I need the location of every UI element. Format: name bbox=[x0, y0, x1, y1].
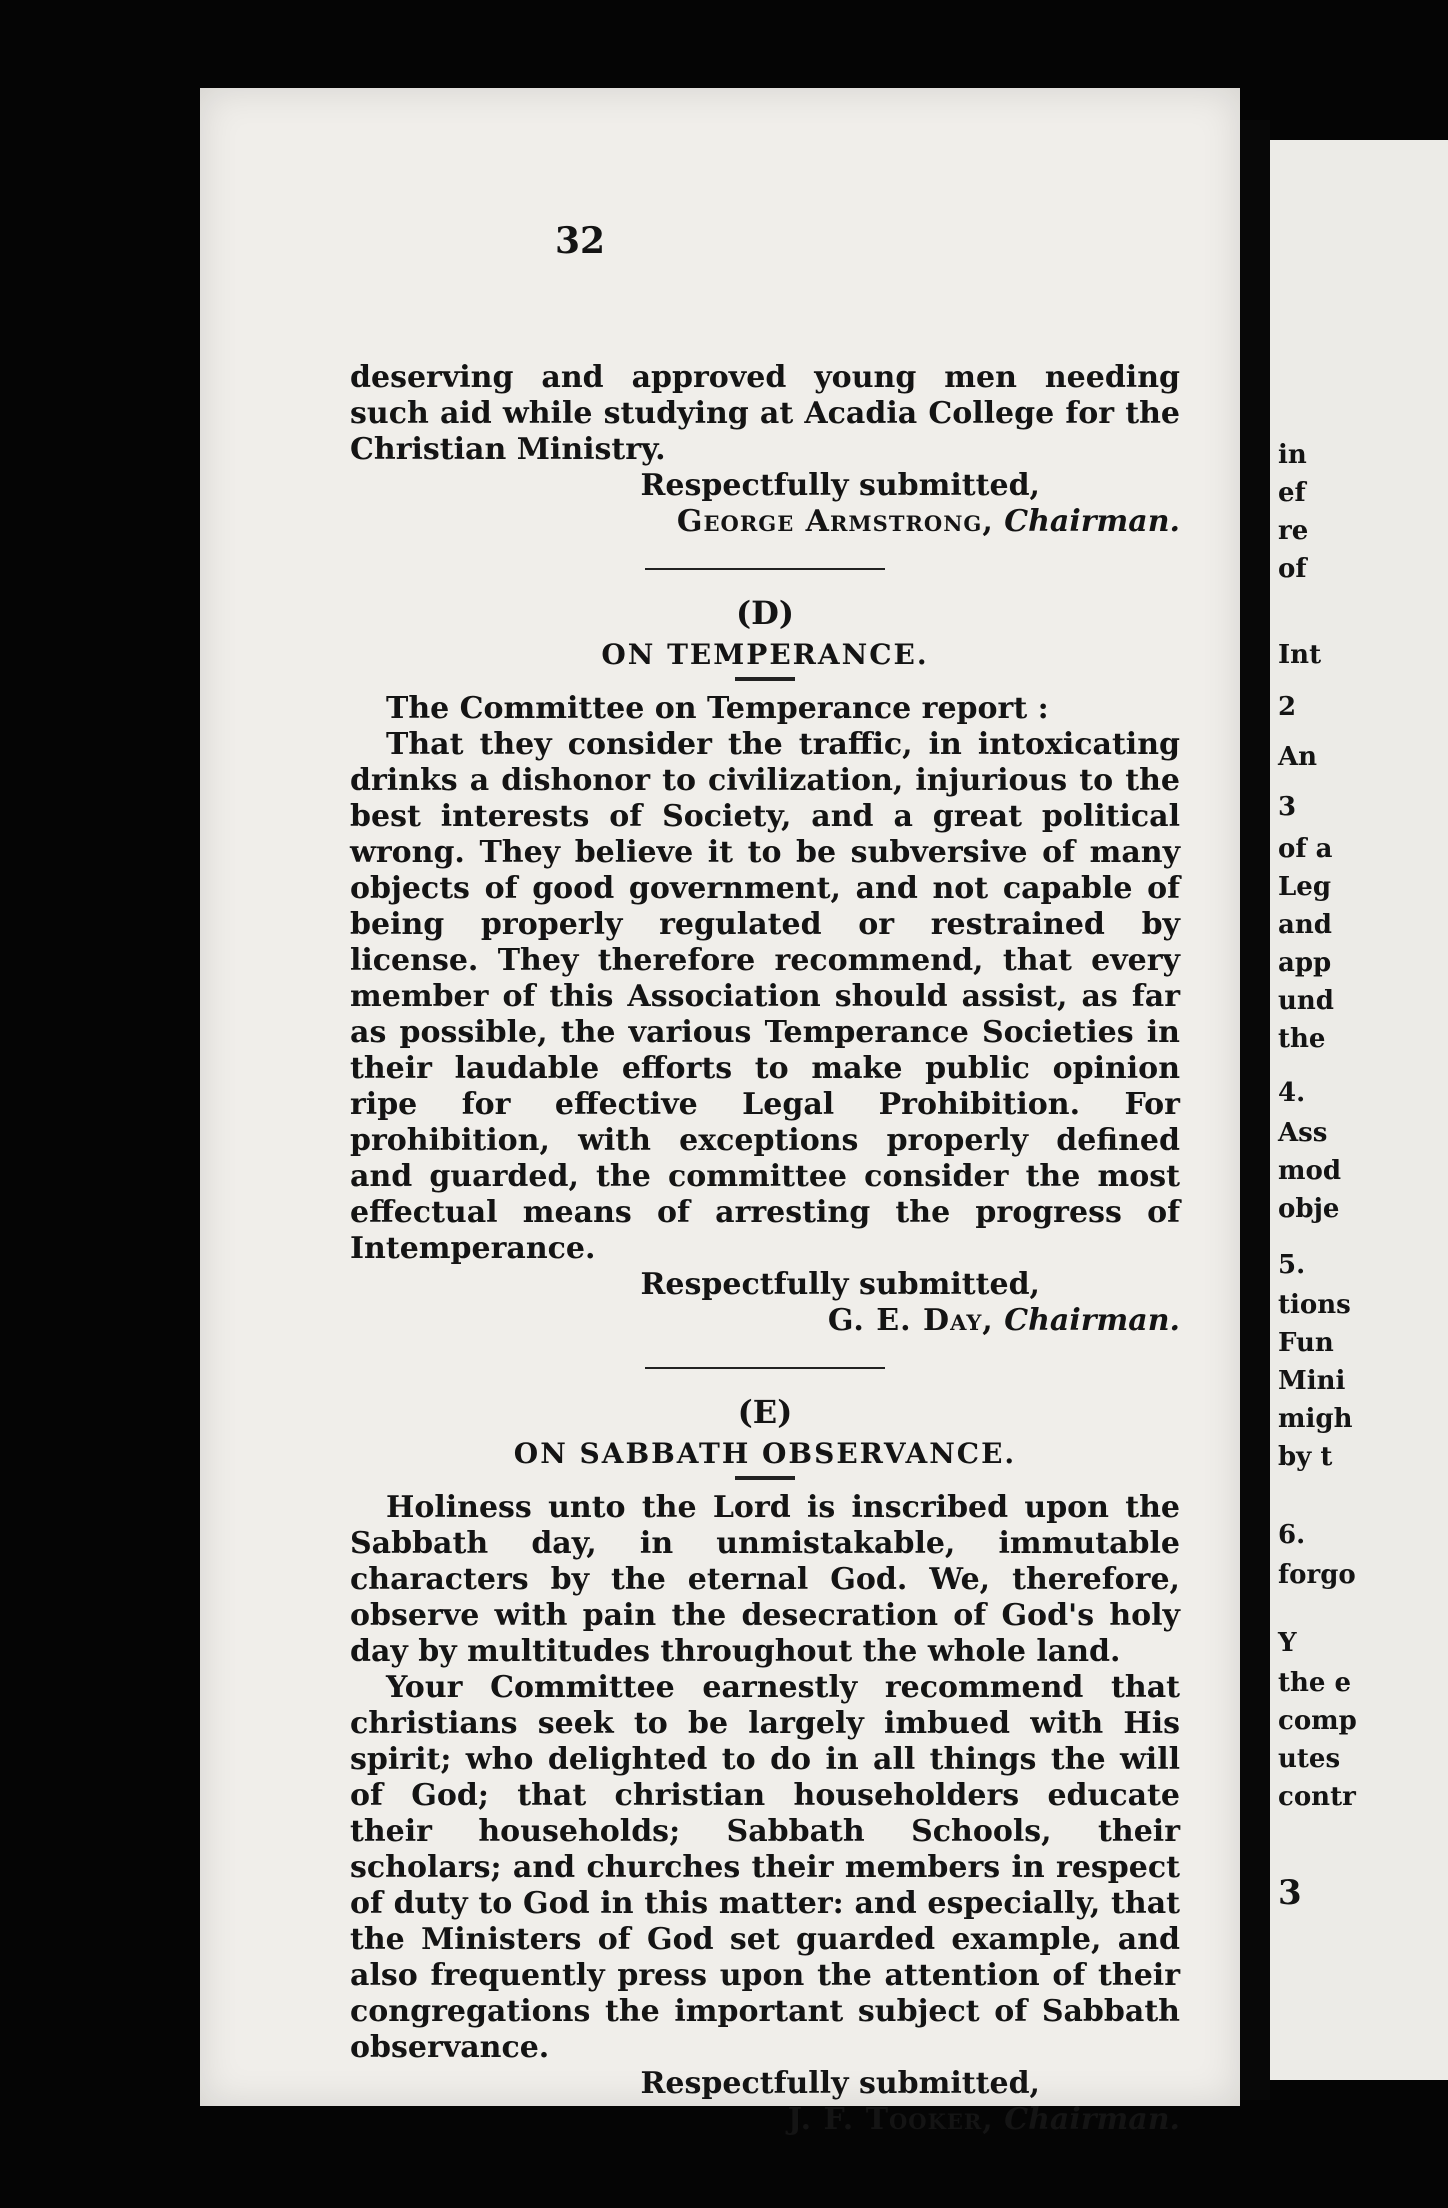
section-e-title: ON SABBATH OBSERVANCE. bbox=[513, 1437, 1017, 1470]
right-page-fragment: Leg bbox=[1278, 872, 1332, 902]
right-page-fragment: 6. bbox=[1278, 1520, 1306, 1550]
page-number: 32 bbox=[554, 220, 606, 262]
intro-closing: Respectfully submitted, bbox=[640, 468, 1040, 503]
right-page-fragment: the bbox=[1278, 1024, 1326, 1054]
right-page-fragment: by t bbox=[1278, 1442, 1333, 1472]
section-e-signature-role: Chairman. bbox=[1004, 2102, 1180, 2137]
page-content bbox=[350, 360, 1180, 2138]
section-d-title: ON TEMPERANCE. bbox=[601, 638, 929, 671]
right-page-fragment: in bbox=[1278, 440, 1307, 470]
right-page-fragment: forgo bbox=[1278, 1560, 1356, 1590]
right-page-fragment: obje bbox=[1278, 1194, 1340, 1224]
right-page-fragment: Int bbox=[1278, 640, 1322, 670]
section-e-paragraph-1: Holiness unto the Lord is inscribed upon the Sabbath day, in unmistakable, immutable characters by the eternal God. We, therefore, observe with pain the desecration of God's holy day by multitudes throughout the whole land. bbox=[350, 1490, 1180, 1669]
right-page-fragment: app bbox=[1278, 948, 1332, 978]
section-e-signature bbox=[350, 2102, 1180, 2138]
right-page-fragment: tions bbox=[1278, 1290, 1351, 1320]
section-d-signature-role: Chairman. bbox=[1004, 1303, 1180, 1338]
right-page-fragment: Fun bbox=[1278, 1328, 1334, 1358]
right-page-fragment: 3 bbox=[1278, 1873, 1302, 1913]
section-divider bbox=[645, 568, 885, 570]
right-page-fragment: An bbox=[1278, 742, 1318, 772]
book-gutter bbox=[1240, 120, 1270, 2100]
right-page-fragment: 5. bbox=[1278, 1250, 1306, 1280]
right-page-fragment: 4. bbox=[1278, 1078, 1306, 1108]
section-e-paragraph-2: Your Committee earnestly recommend that christians seek to be largely imbued with His spirit; who delighted to do in all things the will of God; that christian householders educate their households; Sabbath Schools, their scholars; and churches their members in respect of duty to God in this matter: and especially, that the Ministers of God set guarded example, and also frequently press upon the attention of their congregations the important subject of Sabbath observance. bbox=[350, 1670, 1180, 2065]
intro-signature-role: Chairman. bbox=[1004, 504, 1180, 539]
right-page-fragment: und bbox=[1278, 986, 1334, 1016]
section-d-signature-name: G. E. Day, bbox=[827, 1303, 994, 1338]
right-page-fragment: the e bbox=[1278, 1668, 1352, 1698]
right-page-fragment: comp bbox=[1278, 1706, 1357, 1736]
right-page-fragment: of a bbox=[1278, 834, 1333, 864]
intro-signature bbox=[350, 504, 1180, 540]
right-page-fragment: Mini bbox=[1278, 1366, 1346, 1396]
intro-paragraph: deserving and approved young men needing such aid while studying at Acadia College for the Christian Ministry. bbox=[350, 360, 1180, 467]
section-d-closing: Respectfully submitted, bbox=[640, 1267, 1040, 1302]
right-page-fragment: ef bbox=[1278, 478, 1306, 508]
intro-signature-name: George Armstrong, bbox=[676, 504, 994, 539]
right-page-fragment: 3 bbox=[1278, 792, 1297, 822]
right-page-fragment: Ass bbox=[1278, 1118, 1328, 1148]
right-page-fragment: utes bbox=[1278, 1744, 1341, 1774]
section-e-signature-name: J. F. Tooker, bbox=[787, 2102, 994, 2137]
right-page-fragment: contr bbox=[1278, 1782, 1356, 1812]
right-page-fragment: of bbox=[1278, 554, 1307, 584]
section-d-body: That they consider the traffic, in intoxicating drinks a dishonor to civilization, injurious to the best interests of Society, and a great political wrong. They believe it to be subversive of many objects of good government, and not capable of being properly regulated or restrained by license. They therefore recommend, that every member of this Association should assist, as far as possible, the various Temperance Societies in their laudable efforts to make public opinion ripe for effective Legal Prohibition. For prohibition, with exceptions properly defined and guarded, the committee consider the most effectual means of arresting the progress of Intemperance. bbox=[350, 727, 1180, 1266]
right-page-fragment: 2 bbox=[1278, 692, 1297, 722]
right-page-fragment: Y bbox=[1278, 1628, 1297, 1658]
section-d-letter: (D) bbox=[735, 594, 795, 632]
right-page-fragment: migh bbox=[1278, 1404, 1353, 1434]
right-page-fragment: re bbox=[1278, 516, 1309, 546]
section-d-signature bbox=[350, 1303, 1180, 1339]
right-page bbox=[1270, 140, 1448, 2080]
section-e-closing: Respectfully submitted, bbox=[640, 2066, 1040, 2101]
title-underline bbox=[735, 1476, 795, 1480]
right-page-fragment: mod bbox=[1278, 1156, 1342, 1186]
section-d-lead: The Committee on Temperance report : bbox=[386, 691, 1049, 726]
section-e-letter: (E) bbox=[737, 1393, 793, 1431]
title-underline bbox=[735, 677, 795, 681]
section-divider bbox=[645, 1367, 885, 1369]
right-page-fragment: and bbox=[1278, 910, 1332, 940]
